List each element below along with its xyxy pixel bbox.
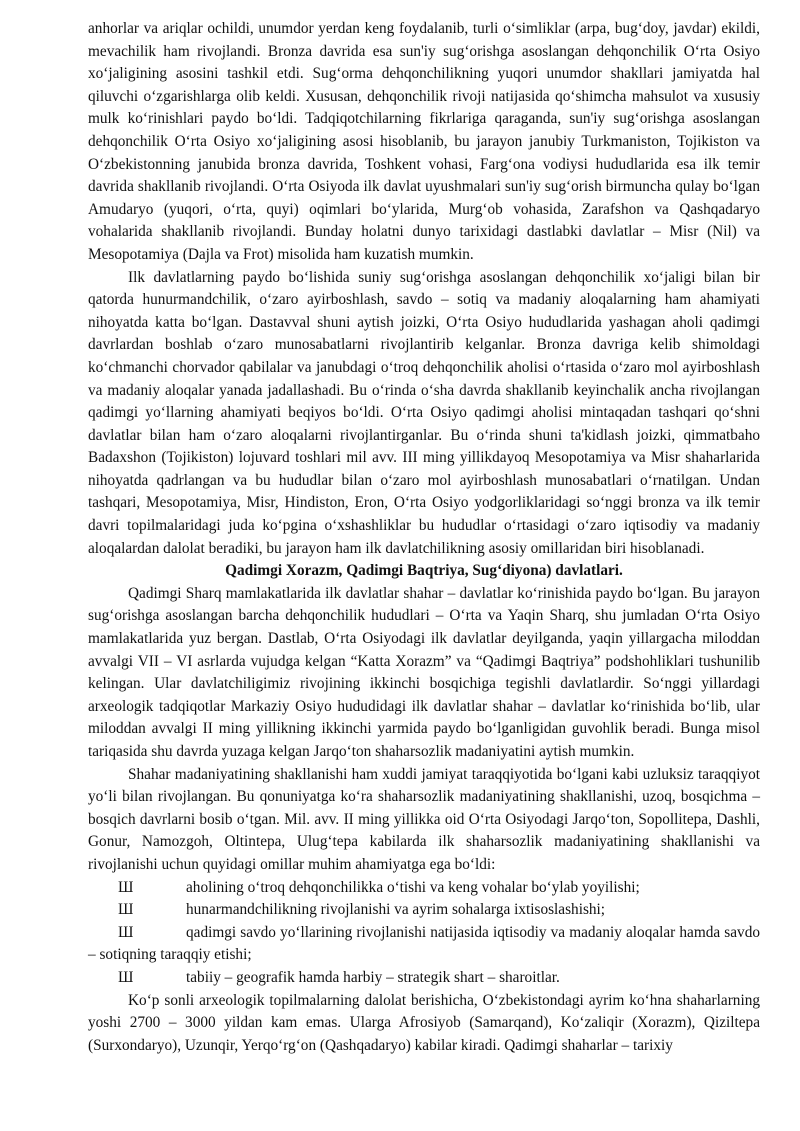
bullet-marker: Ш (118, 878, 134, 896)
bullet-text: aholining oʻtroq dehqonchilikka oʻtishi va keng vohalar boʻylab yoyilishi; (186, 878, 640, 896)
bullet-marker: Ш (118, 923, 134, 941)
paragraph-2: Ilk davlatlarning paydo boʻlishida suniy sugʻorishga asoslangan dehqonchilik xoʻjaligi bilan bir qatorda hunurmandchilik, oʻzaro ayirboshlash, savdo – sotiq va madaniy aloqalarning ham ahamiyati nihoyatda katta boʻlgan. Dastavval shuni aytish joizki, Oʻrta Osiyo hududlarida yashagan aholi qadimgi davrlardan boshlab oʻzaro munosabatlarni rivojlantirib kelganlar. Bronza davriga kelib shimoldagi koʻchmanchi chorvador qabilalar va janubdagi oʻtroq dehqonchilik aholisi oʻrtasida oʻzaro mol ayirboshlash va madaniy aloqalar yanada jadallashadi. Bu oʻrinda oʻsha davrda shakllanib keyinchalik ancha rivojlangan qadimgi yoʻllarning ahamiyati beqiyos boʻldi. Oʻrta Osiyo qadimgi aholisi mintaqadan tashqari qoʻshni davlatlar bilan ham oʻzaro aloqalarni rivojlantirganlar. Bu oʻrinda shuni ta'kidlash joizki, qimmatbaho Badaxshon (Tojikiston) lojuvard toshlari mil avv. III ming yillikdayoq Mesopotamiya va Misr shaharlarida nihoyatda qadrlangan va bu hududlar bilan oʻzaro mol ayirboshlash munosabatlari oʻrnatilgan. Undan tashqari, Mesopotamiya, Misr, Hindiston, Eron, Oʻrta Osiyo yodgorliklaridagi soʻnggi bronza va ilk temir davri topilmalaridagi juda koʻpgina oʻxshashliklar bu hududlar oʻrtasidagi oʻzaro iqtisodiy va madaniy aloqalardan dalolat beradiki, bu jarayon ham ilk davlatchilikning asosiy omillaridan biri hisoblanadi. (88, 268, 760, 557)
bullet-item (88, 877, 760, 900)
bullet-item (88, 967, 760, 990)
document-page (88, 18, 760, 1057)
bullet-marker: Ш (118, 901, 134, 919)
bullet-text: hunarmandchilikning rivojlanishi va ayrim sohalarga ixtisoslashishi; (186, 901, 606, 919)
paragraph-3: Qadimgi Sharq mamlakatlarida ilk davlatlar shahar – davlatlar koʻrinishida paydo boʻlgan. Bu jarayon sugʻorishga asoslangan barcha dehqonchilik hududlari – Oʻrta va Yaqin Sharq, shu jumladan Oʻrta Osiyo mamlakatlarida yuz bergan. Dastlab, Oʻrta Osiyodagi ilk davlatlar deyilganda, yaqin yillargacha miloddan avvalgi VII – VI asrlarda vujudga kelgan “Katta Xorazm” va “Qadimgi Baqtriya” podshohliklari tushunilib kelingan. Ular davlatchiligimiz rivojining ikkinchi bosqichiga tegishli davlatlardir. Soʻnggi yillardagi arxeologik tadqiqotlar Markaziy Osiyo hududidagi ilk davlatlar shahar – davlatlar koʻrinishida boʻlib, ular miloddan avvalgi II ming yillikning ikkinchi yarmida paydo boʻlganligidan guvohlik beradi. Bunga misol tariqasida shu davrda yuzaga kelgan Jarqoʻton shaharsozlik madaniyatini aytish mumkin. (88, 584, 760, 760)
paragraph-1: anhorlar va ariqlar ochildi, unumdor yerdan keng foydalanib, turli oʻsimliklar (arpa, bugʻdoy, javdar) ekildi, mevachilik ham rivojlandi. Bronza davrida esa sun'iy sugʻorishga asoslangan dehqonchilik Oʻrta Osiyo xoʻjaligining asosini tashkil etdi. Sugʻorma dehqonchilikning yuqori unumdor shakllari jamiyatda hal qiluvchi oʻzgarishlarga olib keldi. Xususan, dehqonchilik rivoji natijasida qoʻshimcha mahsulot va xususiy mulk koʻrinishlari paydo boʻldi. Tadqiqotchilarning fikrlariga qaraganda, sun'iy sugʻorishga asoslangan dehqonchilik Oʻrta Osiyo xoʻjaligining asosi hisoblanib, bu jarayon janubiy Turkmaniston, Tojikiston va Oʻzbekistonning janubida bronza davrida, Toshkent vohasi, Fargʻona vodiysi hududlarida esa ilk temir davrida shakllanib rivojlandi. Oʻrta Osiyoda ilk davlat uyushmalari sun'iy sugʻorish birmuncha qulay boʻlgan Amudaryo (yuqori, oʻrta, quyi) oqimlari boʻylarida, Murgʻob vohasida, Zarafshon va Qashqadaryo vohalarida shakllanib rivojlandi. Bunday holatni dunyo tarixidagi dastlabki davlatlar – Misr (Nil) va Mesopotamiya (Dajla va Frot) misolida ham kuzatish mumkin. (88, 20, 760, 263)
bullet-text: tabiiy – geografik hamda harbiy – strategik shart – sharoitlar. (186, 968, 560, 986)
section-heading: Qadimgi Xorazm, Qadimgi Baqtriya, Sugʻdiyona) davlatlari. (225, 562, 623, 580)
bullet-text: qadimgi savdo yoʻllarining rivojlanishi natijasida iqtisodiy va madaniy aloqalar hamda savdo – sotiqning taraqqiy etishi; (88, 923, 760, 964)
bullet-marker: Ш (118, 968, 134, 986)
bullet-item (88, 922, 760, 967)
paragraph-5: Koʻp sonli arxeologik topilmalarning dalolat berishicha, Oʻzbekistondagi ayrim koʻhna shaharlarning yoshi 2700 – 3000 yildan kam emas. Ularga Afrosiyob (Samarqand), Koʻzaliqir (Xorazm), Qiziltepa (Surxondaryo), Uzunqir, Yerqoʻrgʻon (Qashqadaryo) kabilar kiradi. Qadimgi shaharlar – tarixiy (88, 991, 760, 1054)
bullet-item (88, 899, 760, 922)
paragraph-4: Shahar madaniyatining shakllanishi ham xuddi jamiyat taraqqiyotida boʻlgani kabi uzluksiz taraqqiyot yoʻli bilan rivojlangan. Bu qonuniyatga koʻra shaharsozlik madaniyatining shakllanishi, uzoq, bosqichma – bosqich davrlarni bosib oʻtgan. Mil. avv. II ming yillikka oid Oʻrta Osiyodagi Jarqoʻton, Sopollitepa, Dashli, Gonur, Namozgoh, Oltintepa, Ulugʻtepa kabilarda ilk shaharsozlik madaniyatining shakllanishi va rivojlanishi uchun quyidagi omillar muhim ahamiyatga ega boʻldi: (88, 765, 760, 873)
